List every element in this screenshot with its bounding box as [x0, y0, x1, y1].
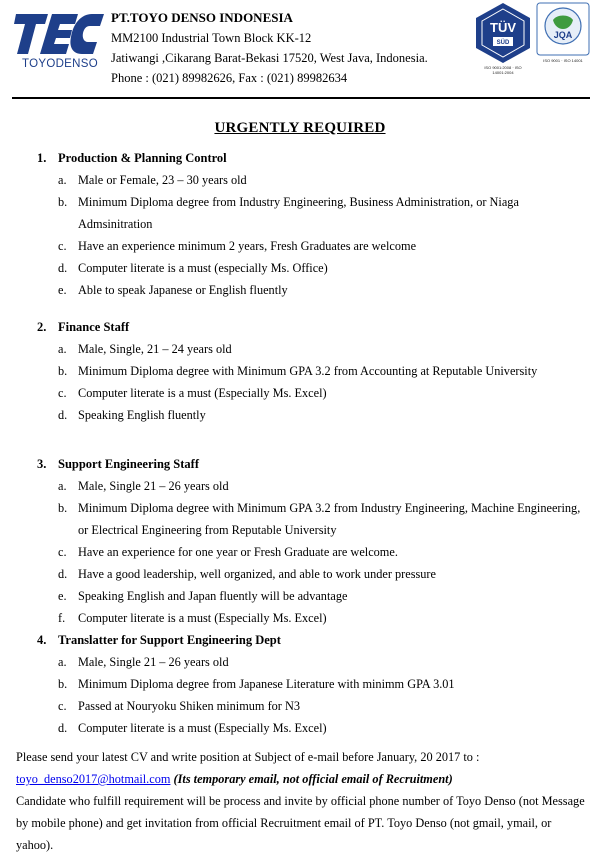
item-letter: a.	[58, 479, 67, 493]
item-letter: d.	[58, 721, 68, 735]
section-production-planning	[0, 147, 600, 301]
instruction-line: Please send your latest CV and write position at Subject of e-mail before January, 20 2017 to :	[16, 750, 480, 764]
item-letter: e.	[58, 589, 67, 603]
section-finance-staff	[0, 316, 600, 426]
section-heading	[0, 629, 600, 651]
jqa-caption: ISO 9001 · ISO 14001	[543, 58, 583, 63]
item-text: Male or Female, 23 – 30 years old	[78, 173, 247, 187]
section-title: Production & Planning Control	[58, 151, 227, 165]
company-name: PT.TOYO DENSO INDONESIA	[111, 10, 293, 25]
item-text: Speaking English fluently	[78, 408, 206, 422]
list-item	[0, 404, 600, 426]
item-text: Have an experience minimum 2 years, Fresh Graduates are welcome	[78, 239, 417, 253]
item-text: Able to speak Japanese or English fluently	[78, 283, 288, 297]
item-letter: b.	[58, 195, 68, 209]
application-instructions	[16, 746, 590, 856]
candidate-note: Candidate who fulfill requirement will be process and invite by official phone number of Toyo Denso (not Message by mobile phone) and get invitation from official Recruitment email of PT. Toyo Denso (not gmail, ymail, or yahoo).	[16, 794, 585, 852]
item-letter: d.	[58, 261, 68, 275]
section-title: Finance Staff	[58, 320, 130, 334]
list-item	[0, 651, 600, 673]
job-listing	[0, 118, 600, 739]
jqa-certification-icon	[536, 2, 590, 72]
item-text: Speaking English and Japan fluently will be advantage	[78, 589, 348, 603]
item-letter: b.	[58, 501, 68, 515]
recruitment-email-link[interactable]: toyo_denso2017@hotmail.com	[16, 772, 171, 786]
item-letter: e.	[58, 283, 67, 297]
section-heading	[0, 147, 600, 169]
list-item	[0, 382, 600, 404]
jqa-label: JQA	[553, 30, 573, 40]
item-letter: d.	[58, 408, 68, 422]
section-number: 4.	[37, 633, 47, 647]
letterhead	[0, 0, 600, 98]
item-text: Passed at Nouryoku Shiken minimum for N3	[78, 699, 301, 713]
list-item	[0, 475, 600, 497]
list-item	[0, 497, 600, 541]
item-text: Minimum Diploma degree from Industry Engineering, Business Administration, or Niaga Admsinitration	[78, 195, 519, 231]
list-item	[0, 169, 600, 191]
list-item	[0, 563, 600, 585]
section-title: Support Engineering Staff	[58, 457, 199, 471]
list-item	[0, 191, 600, 235]
item-letter: c.	[58, 386, 67, 400]
item-text: Minimum Diploma degree with Minimum GPA 3.2 from Industry Engineering, Machine Engineering, or Electrical Engineering from Reputable University	[78, 501, 581, 537]
item-text: Computer literate is a must (Especially Ms. Excel)	[78, 611, 327, 625]
item-letter: f.	[58, 611, 66, 625]
email-line	[16, 768, 590, 790]
list-item	[0, 607, 600, 629]
address-line-1: MM2100 Industrial Town Block KK-12	[111, 31, 312, 45]
item-text: Minimum Diploma degree from Japanese Literature with minimm GPA 3.01	[78, 677, 455, 691]
company-address-block	[111, 8, 471, 88]
item-letter: a.	[58, 173, 67, 187]
section-title: Translatter for Support Engineering Dept	[58, 633, 281, 647]
spacer	[0, 301, 600, 316]
item-text: Male, Single 21 – 26 years old	[78, 655, 229, 669]
page-title: URGENTLY REQUIRED	[214, 120, 386, 136]
item-letter: c.	[58, 699, 67, 713]
tuv-sud-certification-icon	[474, 2, 532, 75]
section-number: 3.	[37, 457, 47, 471]
item-text: Computer literate is a must (Especially Ms. Excel)	[78, 721, 327, 735]
list-item	[0, 235, 600, 257]
item-letter: c.	[58, 545, 67, 559]
list-item	[0, 257, 600, 279]
header-divider	[12, 97, 590, 99]
section-heading	[0, 316, 600, 338]
list-item	[0, 585, 600, 607]
list-item	[0, 673, 600, 695]
company-logo	[14, 8, 106, 78]
phone-fax: Phone : (021) 89982626, Fax : (021) 89982634	[111, 71, 348, 85]
tuv-caption: ISO 9001:2008 · ISO 14001:2004	[484, 65, 522, 75]
item-text: Have an experience for one year or Fresh Graduate are welcome.	[78, 545, 398, 559]
section-translator	[0, 629, 600, 739]
item-letter: b.	[58, 677, 68, 691]
item-letter: a.	[58, 342, 67, 356]
tec-logo-icon	[14, 8, 106, 56]
tuv-label: TÜV	[490, 20, 516, 35]
item-text: Have a good leadership, well organized, and able to work under pressure	[78, 567, 436, 581]
logo-wordmark: TOYODENSO	[22, 58, 98, 70]
sud-label: SÜD	[496, 40, 510, 46]
item-text: Male, Single, 21 – 24 years old	[78, 342, 232, 356]
item-text: Computer literate is a must (especially Ms. Office)	[78, 261, 328, 275]
certification-logos	[474, 2, 594, 92]
item-letter: d.	[58, 567, 68, 581]
item-letter: b.	[58, 364, 68, 378]
item-letter: a.	[58, 655, 67, 669]
list-item	[0, 717, 600, 739]
address-line-2: Jatiwangi ,Cikarang Barat-Bekasi 17520, West Java, Indonesia.	[111, 51, 428, 65]
spacer	[0, 426, 600, 453]
list-item	[0, 695, 600, 717]
email-note: (Its temporary email, not official email of Recruitment)	[173, 772, 453, 786]
section-heading	[0, 453, 600, 475]
item-text: Male, Single 21 – 26 years old	[78, 479, 229, 493]
item-text: Minimum Diploma degree with Minimum GPA 3.2 from Accounting at Reputable University	[78, 364, 538, 378]
list-item	[0, 279, 600, 301]
section-number: 2.	[37, 320, 47, 334]
item-text: Computer literate is a must (Especially Ms. Excel)	[78, 386, 327, 400]
list-item	[0, 541, 600, 563]
section-number: 1.	[37, 151, 47, 165]
section-support-engineering	[0, 453, 600, 629]
list-item	[0, 338, 600, 360]
list-item	[0, 360, 600, 382]
item-letter: c.	[58, 239, 67, 253]
